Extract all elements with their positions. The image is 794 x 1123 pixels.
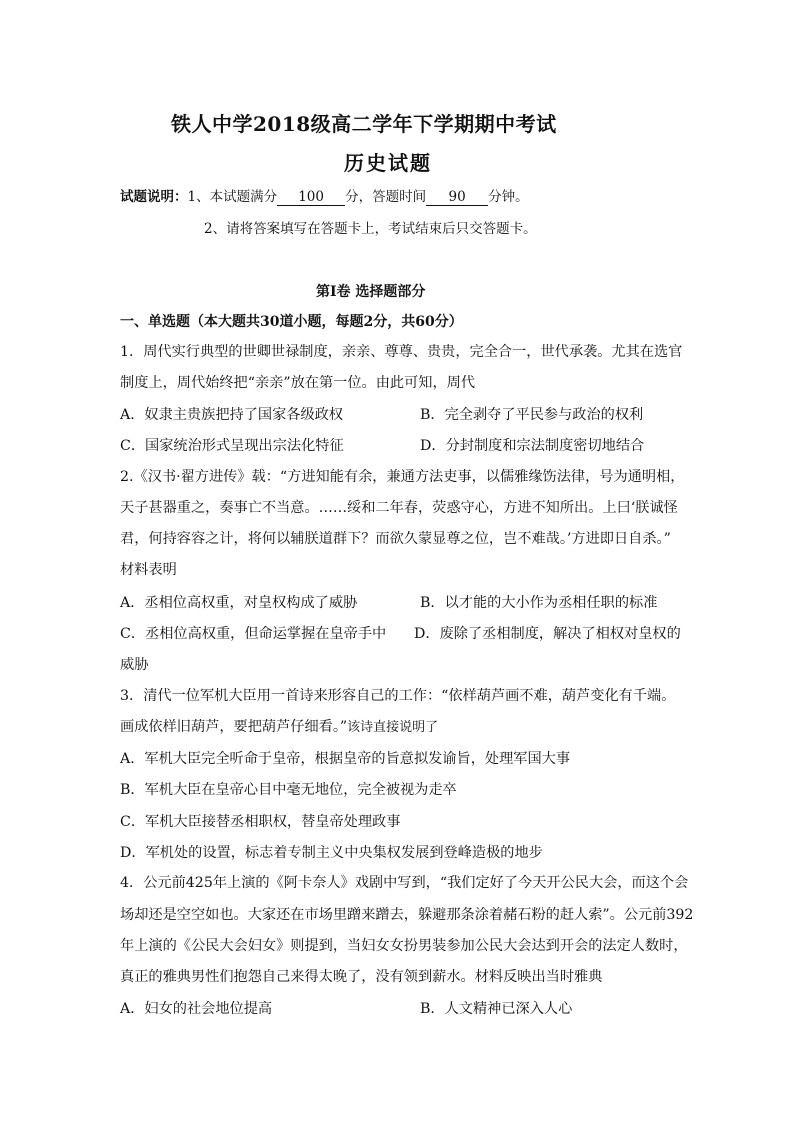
q4-option-b: B．人文精神已深入人心 [420, 1001, 573, 1017]
instructions-text-b: 分，答题时间 [345, 189, 427, 205]
q1-option-b: B．完全剥夺了平民参与政治的权利 [420, 407, 644, 423]
q1-option-c: C．国家统治形式呈现出宗法化特征 [120, 438, 344, 454]
q3-stem-line-1: 3．清代一位军机大臣用一首诗来形容自己的工作：“依样葫芦画不难，葫芦变化有千端。 [120, 688, 676, 704]
instructions-line-2: 2、请将答案填写在答题卡上，考试结束后只交答题卡。 [204, 221, 537, 237]
q2-option-b: B．以才能的大小作为丞相任职的标准 [420, 595, 658, 611]
q1-option-d: D．分封制度和宗法制度密切地结合 [420, 438, 645, 454]
q3-poem-end: 画成依样旧葫芦，要把葫芦仔细看。” [120, 719, 348, 735]
q3-prompt: 该诗直接说明了 [347, 720, 439, 735]
instructions-line-1 [120, 185, 529, 206]
q2-stem-line-4: 材料表明 [120, 562, 177, 578]
q2-stem-line-1: 2.《汉书·翟方进传》载：“方进知能有余，兼通方法吏事，以儒雅缘饬法律，号为通明相， [120, 469, 685, 485]
q2-option-c: C．丞相位高权重，但命运掌握在皇帝手中 [120, 626, 387, 642]
q1-stem-line-2: 制度上，周代始终把“亲亲”放在第一位。由此可知，周代 [120, 375, 476, 391]
instructions-text-a: 1、本试题满分 [187, 189, 278, 205]
q2-option-a: A．丞相位高权重，对皇权构成了威胁 [120, 595, 358, 611]
q3-option-a: A．军机大臣完全听命于皇帝，根据皇帝的旨意拟发谕旨，处理军国大事 [120, 751, 571, 767]
q3-option-c: C．军机大臣接替丞相职权，替皇帝处理政事 [120, 814, 401, 830]
page-title: 铁人中学2018级高二学年下学期期中考试 [171, 112, 557, 136]
q2-stem-line-2: 天子甚器重之，奏事亡不当意。……绥和二年春，荧惑守心，方进不知所出。上曰‘朕诚怪 [120, 500, 678, 516]
duration-value: 90 [426, 189, 488, 206]
q3-stem-line-2 [120, 717, 438, 738]
q3-option-d: D．军机处的设置，标志着专制主义中央集权发展到登峰造极的地步 [120, 845, 543, 861]
q2-option-d: D．废除了丞相制度，解决了相权对皇权的 [414, 626, 681, 642]
instructions-text-c: 分钟。 [488, 189, 529, 205]
q1-option-a: A．奴隶主贵族把持了国家各级政权 [120, 407, 344, 423]
q3-option-b: B．军机大臣在皇帝心目中毫无地位，完全被视为走卒 [120, 782, 457, 798]
full-score-value: 100 [277, 189, 345, 206]
section-heading: 一、单选题（本大题共30道小题，每题2分，共60分） [120, 314, 463, 330]
q1-stem-line-1: 1．周代实行典型的世卿世禄制度，亲亲、尊尊、贵贵，完全合一，世代承袭。尤其在选官 [120, 344, 683, 360]
q4-stem-line-2: 场却还是空空如也。大家还在市场里蹭来蹭去，躲避那条涂着赭石粉的赶人索”。公元前392 [120, 907, 694, 923]
q4-stem-line-4: 真正的雅典男性们抱怨自己来得太晚了，没有领到薪水。材料反映出当时雅典 [120, 969, 603, 985]
q4-stem-line-1: 4．公元前425年上演的《阿卡奈人》戏剧中写到，“我们定好了今天开公民大会，而这个会 [120, 875, 689, 891]
q4-option-a: A．妇女的社会地位提高 [120, 1001, 273, 1017]
part-heading: 第Ⅰ卷 选择题部分 [316, 284, 426, 300]
q2-stem-line-3: 君，何持容容之计，将何以辅朕道群下？而欲久蒙显尊之位，岂不难哉。’方进即日自杀。” [120, 531, 671, 547]
q4-stem-line-3: 年上演的《公民大会妇女》则提到，当妇女女扮男装参加公民大会达到开会的法定人数时， [120, 938, 688, 954]
instructions-label: 试题说明： [120, 189, 188, 205]
q2-option-d-continued: 威胁 [120, 657, 149, 673]
page-subtitle: 历史试题 [344, 151, 432, 175]
